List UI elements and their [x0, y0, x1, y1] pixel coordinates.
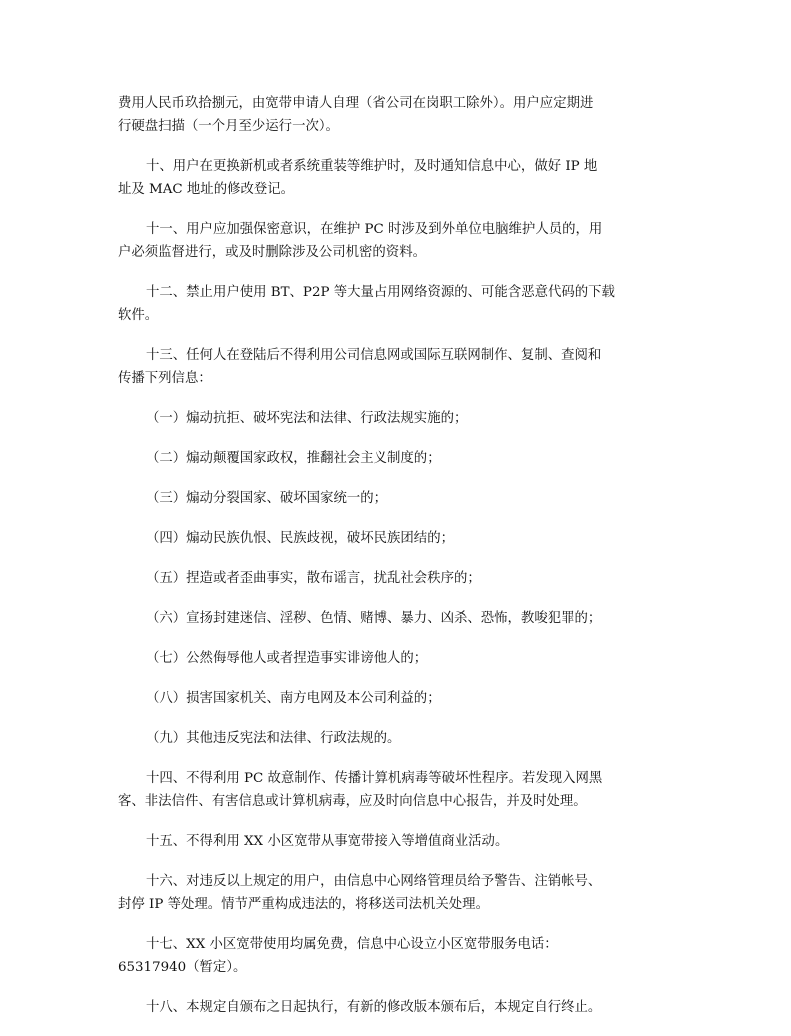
text-line: 十、用户在更换新机或者系统重装等维护时，及时通知信息中心，做好 IP 地 [146, 159, 598, 174]
list-item: （九）其他违反宪法和法律、行政法规的。 [146, 731, 401, 746]
paragraph-clause-16 [118, 870, 684, 916]
paragraph-fee [118, 92, 684, 138]
text-line: 十一、用户应加强保密意识，在维护 PC 时涉及到外单位电脑维护人员的，用 [146, 222, 603, 237]
text-line: 十五、不得利用 XX 小区宽带从事宽带接入等增值商业活动。 [146, 834, 509, 849]
text-line: 十七、XX 小区宽带使用均属免费，信息中心设立小区宽带服务电话： [146, 937, 558, 952]
paragraph-clause-13 [118, 344, 684, 390]
list-item: （八）损害国家机关、南方电网及本公司利益的； [146, 691, 441, 706]
text-line: 户必须监督进行，或及时删除涉及公司机密的资料。 [118, 245, 426, 260]
paragraph-clause-10 [118, 155, 684, 201]
text-line: 址及 MAC 地址的修改登记。 [118, 182, 295, 197]
text-line: 十三、任何人在登陆后不得利用公司信息网或国际互联网制作、复制、查阅和 [146, 348, 602, 363]
text-line: 十四、不得利用 PC 故意制作、传播计算机病毒等破坏性程序。若发现入网黑 [146, 771, 603, 786]
text-line: 费用人民币玖拾捌元，由宽带申请人自理（省公司在岗职工除外）。用户应定期进 [118, 96, 594, 111]
list-item: （六）宣扬封建迷信、淫秽、色情、赌博、暴力、凶杀、恐怖，教唆犯罪的； [146, 611, 602, 626]
text-line: 客、非法信件、有害信息或计算机病毒，应及时向信息中心报告，并及时处理。 [118, 794, 587, 809]
text-line: 软件。 [118, 308, 159, 323]
text-line: 65317940（暂定）。 [118, 960, 247, 975]
text-line: 十八、本规定自颁布之日起执行，有新的修改版本颁布后，本规定自行终止。 [146, 1000, 602, 1015]
paragraph-clause-11 [118, 218, 684, 264]
list-item: （三）煽动分裂国家、破坏国家统一的； [146, 491, 388, 506]
paragraph-clause-15 [118, 830, 684, 853]
list-item: （五）捏造或者歪曲事实，散布谣言，扰乱社会秩序的； [146, 571, 481, 586]
paragraph-clause-14 [118, 767, 684, 813]
document-page [118, 92, 684, 1036]
list-item: （二）煽动颠覆国家政权，推翻社会主义制度的； [146, 451, 441, 466]
text-line: 十二、禁止用户使用 BT、P2P 等大量占用网络资源的、可能含恶意代码的下载 [146, 285, 615, 300]
text-line: 十六、对违反以上规定的用户，由信息中心网络管理员给予警告、注销帐号、 [146, 874, 602, 889]
list-item: （一）煽动抗拒、破坏宪法和法律、行政法规实施的； [146, 411, 468, 426]
paragraph-clause-18 [118, 996, 684, 1019]
list-item: （四）煽动民族仇恨、民族歧视，破坏民族团结的； [146, 531, 454, 546]
text-line: 传播下列信息： [118, 371, 212, 386]
paragraph-clause-17 [118, 933, 684, 979]
list-item: （七）公然侮辱他人或者捏造事实诽谤他人的； [146, 651, 428, 666]
text-line: 行硬盘扫描（一个月至少运行一次）。 [118, 119, 339, 134]
text-line: 封停 IP 等处理。情节严重构成违法的，将移送司法机关处理。 [118, 897, 489, 912]
paragraph-clause-12 [118, 281, 684, 327]
